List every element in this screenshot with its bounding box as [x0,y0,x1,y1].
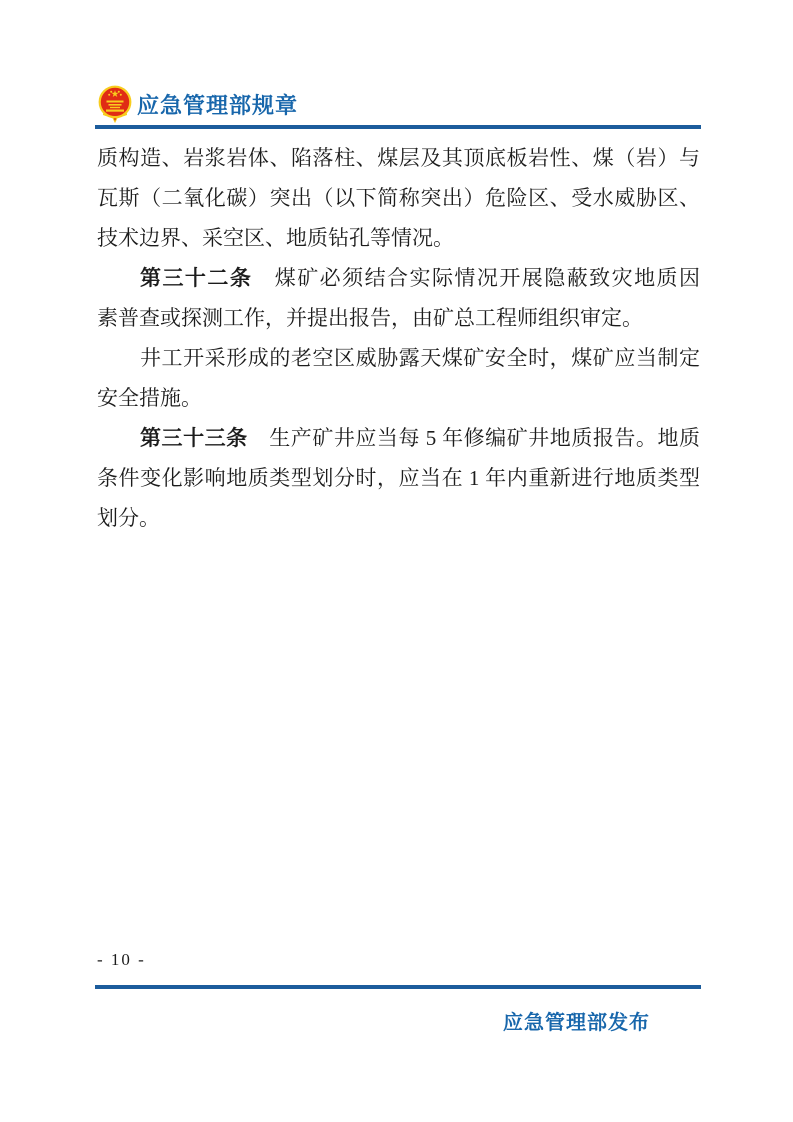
article-32-text: 煤矿必须结合实际情况开展隐蔽致灾地质因 [252,266,701,290]
body-text-line: 技术边界、采空区、地质钻孔等情况。 [97,226,454,250]
body-text-line: 素普查或探测工作，并提出报告，由矿总工程师组织审定。 [97,306,643,330]
body-text-line [97,258,700,298]
body-text-line [97,418,700,458]
page-number: - 10 - [97,950,146,969]
header-divider [95,125,701,129]
body-text-line: 安全措施。 [97,386,202,410]
document-body [97,138,700,538]
article-32-label: 第三十二条 [140,266,253,290]
page-header [98,85,701,123]
page-header-title: 应急管理部规章 [137,92,299,118]
body-text-line: 条件变化影响地质类型划分时，应当在 1 年内重新进行地质类型 [97,466,700,490]
footer-publisher: 应急管理部发布 [503,1012,650,1034]
body-text-line: 划分。 [97,506,160,530]
body-text-line: 井工开采形成的老空区威胁露天煤矿安全时，煤矿应当制定 [140,346,700,370]
body-text-line: 瓦斯（二氧化碳）突出（以下简称突出）危险区、受水威胁区、 [97,186,700,210]
article-33-label: 第三十三条 [140,426,248,450]
article-33-text: 生产矿井应当每 5 年修编矿井地质报告。地质 [247,426,701,450]
body-text-line: 质构造、岩浆岩体、陷落柱、煤层及其顶底板岩性、煤（岩）与 [97,146,700,170]
national-emblem-icon [98,85,132,123]
footer-divider [95,985,701,989]
